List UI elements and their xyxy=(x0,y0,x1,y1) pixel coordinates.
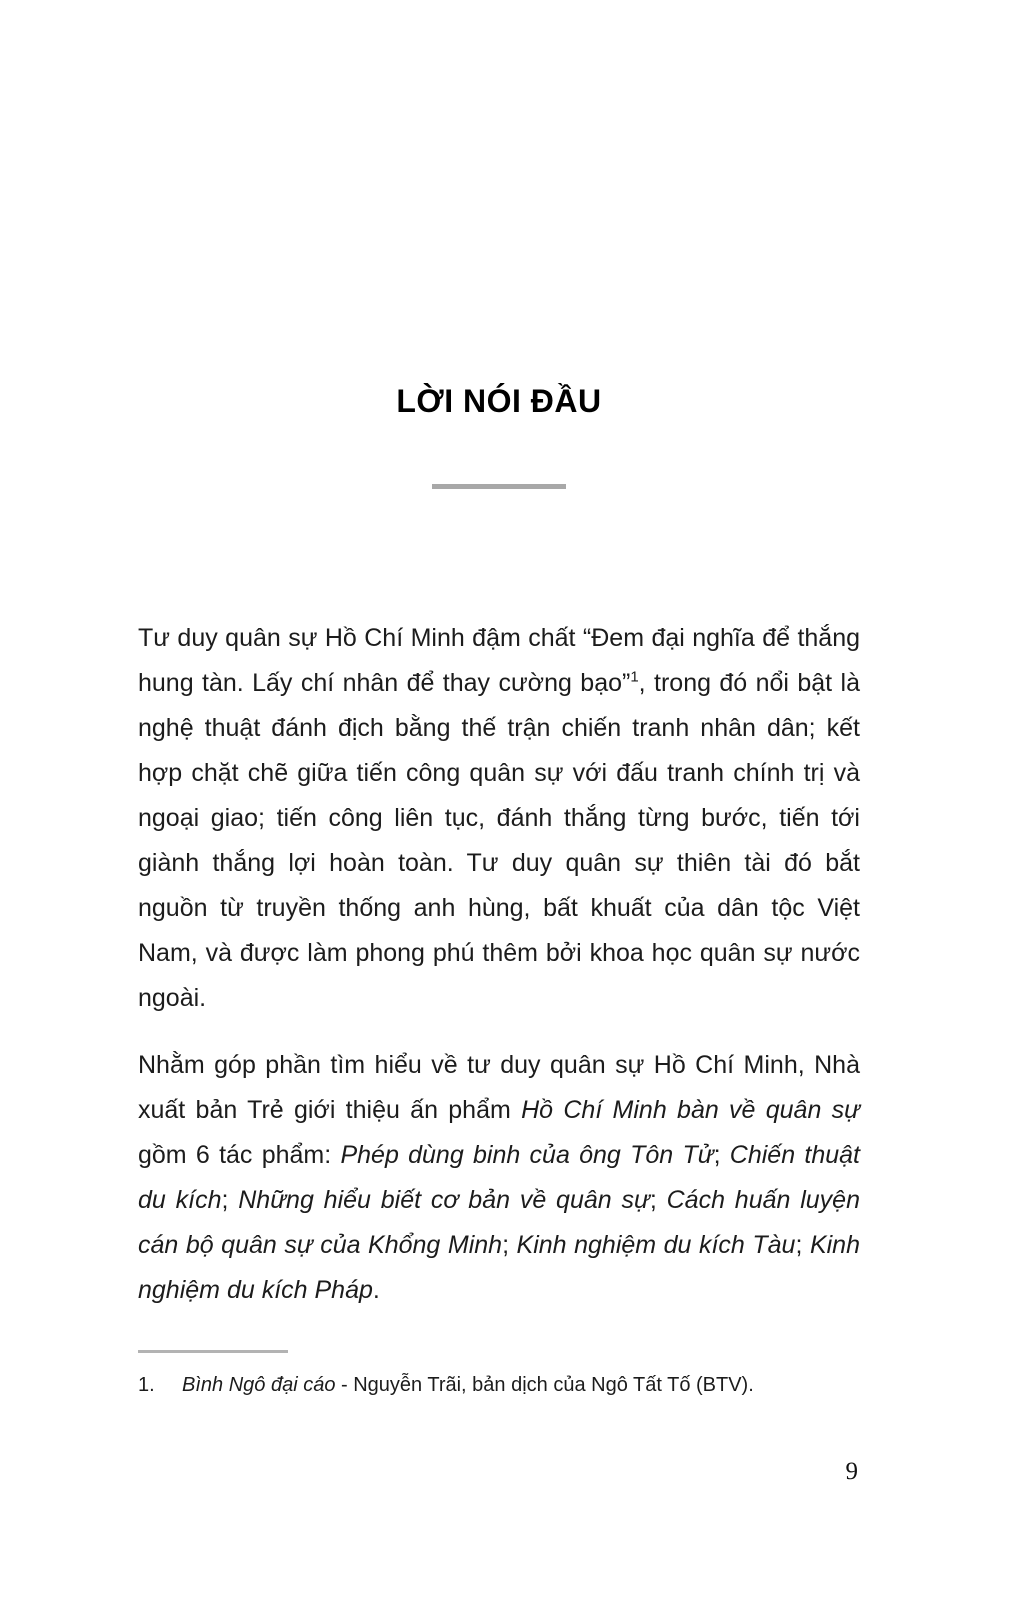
footnote-divider xyxy=(138,1350,288,1353)
paragraph-2 xyxy=(138,1043,860,1313)
italic-text-segment: Hồ Chí Minh bàn về quân sự xyxy=(521,1096,860,1124)
italic-text-segment: Những hiểu biết cơ bản về quân sự xyxy=(238,1186,650,1214)
page-number: 9 xyxy=(845,1458,858,1485)
text-segment: . xyxy=(372,1276,380,1304)
body-text xyxy=(138,616,860,1313)
footnote-number: 1. xyxy=(138,1374,155,1396)
text-segment: ; xyxy=(795,1231,810,1259)
text-segment: Nhằm góp phần tìm hiểu về tư duy quân sự Hồ Chí Minh, Nhà xuất bản Trẻ giới thiệu ấn phẩm xyxy=(138,1051,860,1124)
title-divider xyxy=(432,484,566,489)
footnote-area xyxy=(138,1350,860,1399)
text-segment: - Nguyễn Trãi, bản dịch của Ngô Tất Tố (BTV). xyxy=(335,1374,754,1396)
italic-text-segment: Phép dùng binh của ông Tôn Tử xyxy=(340,1141,714,1169)
footnote-reference: 1 xyxy=(630,668,639,686)
footnote-text xyxy=(182,1371,860,1399)
italic-text-segment: Chiến thuật du kích xyxy=(138,1141,860,1214)
italic-text-segment: Cách huấn luyện cán bộ quân sự của Khổng Minh xyxy=(138,1186,860,1259)
page-content xyxy=(138,0,860,1615)
text-segment: ; xyxy=(649,1186,667,1214)
paragraph-1 xyxy=(138,616,860,1021)
text-segment: ; xyxy=(713,1141,730,1169)
text-segment: , trong đó nổi bật là nghệ thuật đánh địch bằng thế trận chiến tranh nhân dân; kết hợp chặt chẽ giữa tiến công quân sự với đấu tranh chính trị và ngoại giao; tiến công liên tục, đánh thắng từng bước, tiến tới giành thắng lợi hoàn toàn. Tư duy quân sự thiên tài đó bắt nguồn từ truyền thống anh hùng, bất khuất của dân tộc Việt Nam, và được làm phong phú thêm bởi khoa học quân sự nước ngoài. xyxy=(138,669,860,1012)
footnote xyxy=(138,1371,860,1399)
text-segment: gồm 6 tác phẩm: xyxy=(138,1141,341,1169)
text-segment: ; xyxy=(221,1186,239,1214)
italic-text-segment: Kinh nghiệm du kích Tàu xyxy=(516,1231,796,1259)
text-segment: ; xyxy=(502,1231,517,1259)
italic-text-segment: Kinh nghiệm du kích Pháp xyxy=(138,1231,860,1304)
page-title: LỜI NÓI ĐẦU xyxy=(396,383,602,419)
text-segment: Tư duy quân sự Hồ Chí Minh đậm chất “Đem đại nghĩa để thắng hung tàn. Lấy chí nhân để thay cường bạo” xyxy=(138,624,860,697)
italic-text-segment: Bình Ngô đại cáo xyxy=(182,1374,336,1396)
